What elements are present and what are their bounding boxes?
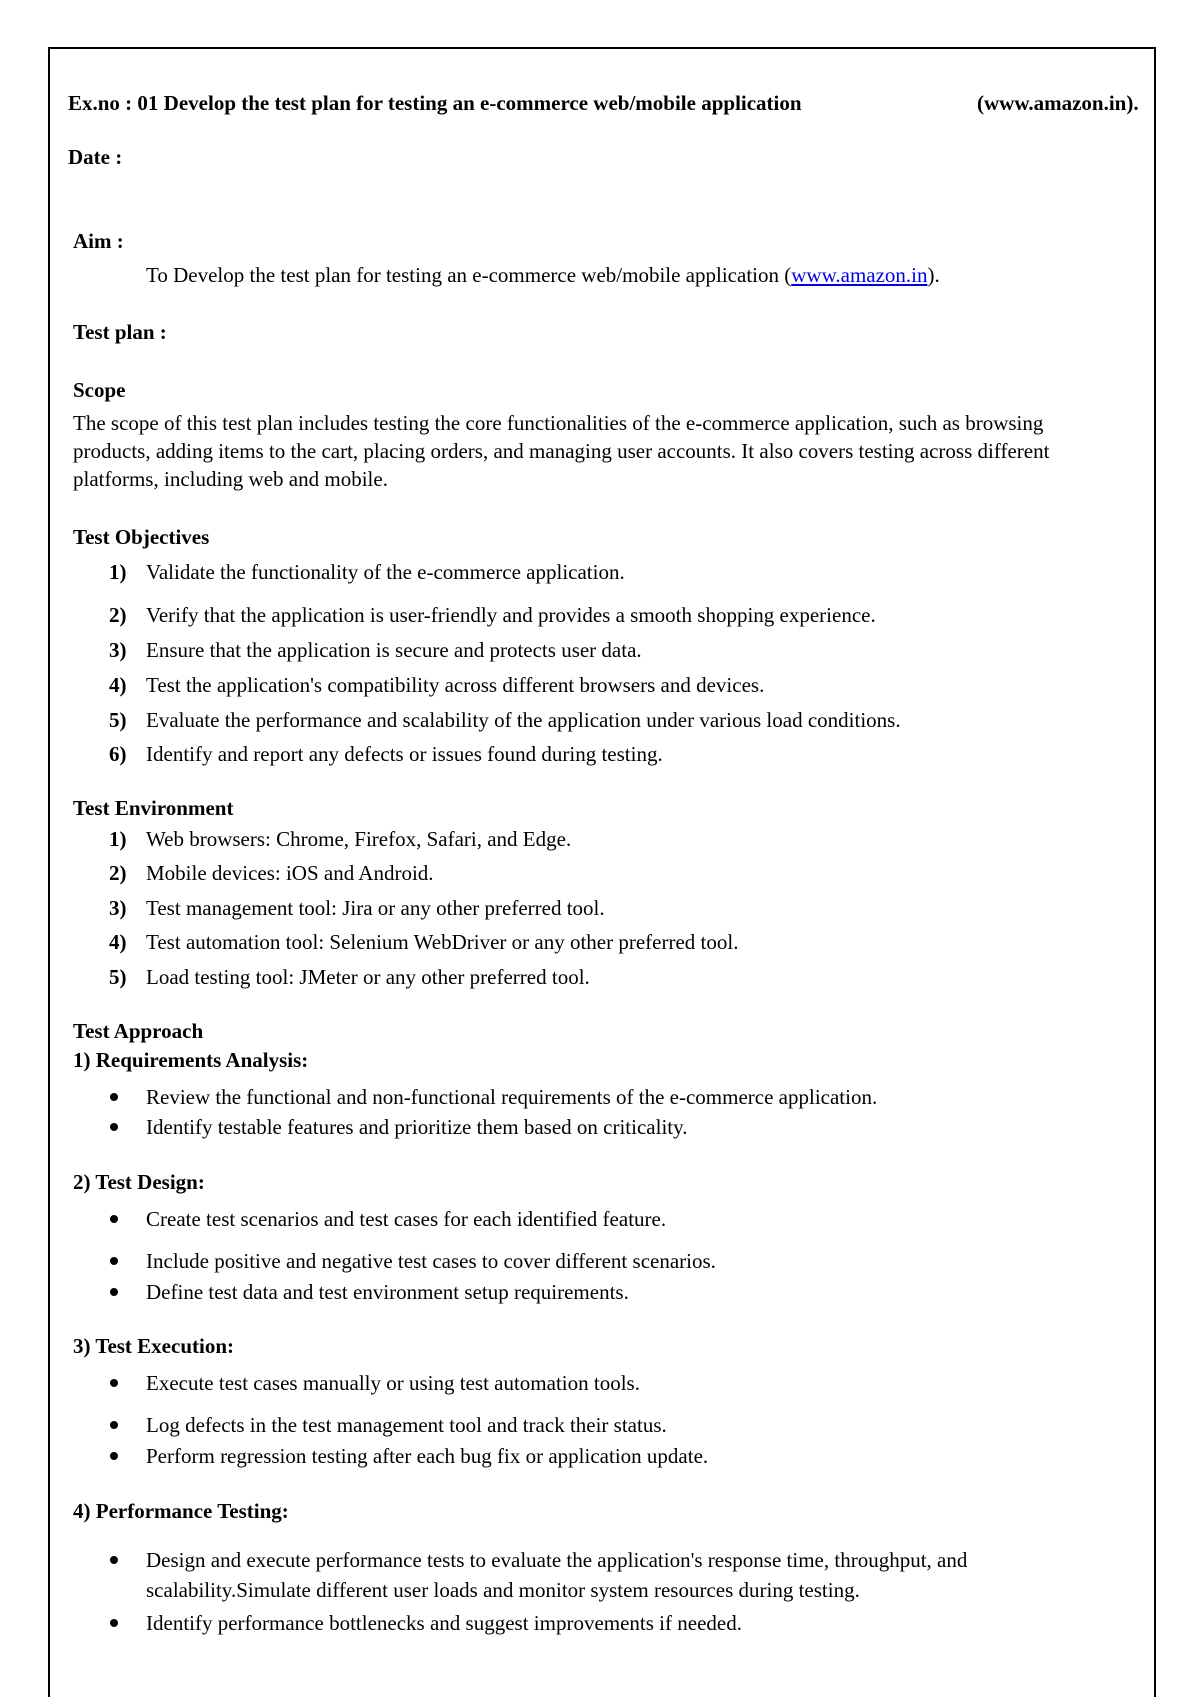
objective-item [0,640,1200,670]
environment-text: Mobile devices: iOS and Android. [146,861,434,885]
environment-number: 5) [109,965,127,989]
environment-number: 3) [109,896,127,920]
objective-text: Identify and report any defects or issues found during testing. [146,742,663,766]
bullet-icon [110,1215,118,1223]
objective-item [0,744,1200,774]
environment-number: 1) [109,827,127,851]
bullet-item [0,1545,1200,1607]
bullet-text: Execute test cases manually or using test automation tools. [146,1371,640,1395]
bullet-icon [110,1288,118,1296]
bullet-item [0,1117,1200,1147]
bullet-text: Perform regression testing after each bug fix or application update. [146,1444,709,1468]
environment-text: Web browsers: Chrome, Firefox, Safari, and Edge. [146,827,572,851]
objective-number: 5) [109,708,127,732]
amazon-link[interactable]: www.amazon.in [791,263,928,287]
test-plan-heading: Test plan : [73,320,167,344]
bullet-item [0,1373,1200,1403]
bullet-text: Define test data and test environment setup requirements. [146,1280,629,1304]
scope-heading: Scope [73,378,126,402]
environment-text: Test management tool: Jira or any other preferred tool. [146,896,605,920]
environment-item [0,829,1200,859]
bullet-icon [110,1452,118,1460]
bullet-text: Identify testable features and prioritize them based on criticality. [146,1115,688,1139]
performance-testing-heading: 4) Performance Testing: [73,1499,289,1523]
environment-text: Test automation tool: Selenium WebDriver or any other preferred tool. [146,930,739,954]
objectives-heading: Test Objectives [73,525,210,549]
bullet-item [0,1613,1200,1643]
aim-text-after: ). [927,263,940,287]
objective-text: Evaluate the performance and scalability of the application under various load conditions. [146,708,901,732]
bullet-text: Create test scenarios and test cases for each identified feature. [146,1207,667,1231]
bullet-icon [110,1257,118,1265]
objective-number: 3) [109,638,127,662]
environment-number: 2) [109,861,127,885]
requirements-analysis-heading: 1) Requirements Analysis: [73,1048,309,1072]
objective-text: Ensure that the application is secure and protects user data. [146,638,642,662]
test-execution-heading: 3) Test Execution: [73,1334,235,1358]
exercise-title: Ex.no : 01 Develop the test plan for testing an e-commerce web/mobile application [68,91,802,115]
bullet-icon [110,1556,118,1564]
environment-heading: Test Environment [73,796,234,820]
aim-text-before: To Develop the test plan for testing an e-commerce web/mobile application ( [146,263,792,287]
objective-text: Test the application's compatibility across different browsers and devices. [146,673,765,697]
environment-text: Load testing tool: JMeter or any other preferred tool. [146,965,590,989]
bullet-text: Identify performance bottlenecks and suggest improvements if needed. [146,1611,742,1635]
objective-text: Validate the functionality of the e-commerce application. [146,560,625,584]
objective-item [0,710,1200,740]
bullet-icon [110,1379,118,1387]
bullet-icon [110,1421,118,1429]
bullet-icon [110,1619,118,1627]
environment-number: 4) [109,930,127,954]
exercise-site: (www.amazon.in). [977,91,1139,115]
bullet-item [0,1087,1200,1117]
bullet-icon [110,1123,118,1131]
environment-item [0,863,1200,893]
environment-item [0,967,1200,997]
bullet-icon [110,1093,118,1101]
bullet-item [0,1209,1200,1239]
objective-item [0,675,1200,705]
objective-item [0,605,1200,635]
test-design-heading: 2) Test Design: [73,1170,205,1194]
objective-item [0,562,1200,592]
bullet-text: Log defects in the test management tool and track their status. [146,1413,667,1437]
bullet-item [0,1282,1200,1312]
environment-item [0,898,1200,928]
date-label: Date : [68,145,123,169]
objective-number: 1) [109,560,127,584]
bullet-text: Design and execute performance tests to evaluate the application's response time, throughput, and scalability.Simulate different user loads and monitor system resources during testing. [146,1548,968,1602]
approach-heading: Test Approach [73,1019,204,1043]
aim-heading: Aim : [73,229,124,253]
objective-number: 2) [109,603,127,627]
aim-text [146,265,940,286]
bullet-item [0,1446,1200,1476]
bullet-item [0,1251,1200,1281]
objective-number: 6) [109,742,127,766]
bullet-item [0,1415,1200,1445]
objective-text: Verify that the application is user-friendly and provides a smooth shopping experience. [146,603,876,627]
environment-item [0,932,1200,962]
objective-number: 4) [109,673,127,697]
bullet-text: Include positive and negative test cases to cover different scenarios. [146,1249,716,1273]
scope-text: The scope of this test plan includes testing the core functionalities of the e-commerce application, such as browsing products, adding items to the cart, placing orders, and managing user accounts. It also covers testing across different platforms, including web and mobile. [73,411,1050,491]
bullet-text: Review the functional and non-functional requirements of the e-commerce application. [146,1085,878,1109]
